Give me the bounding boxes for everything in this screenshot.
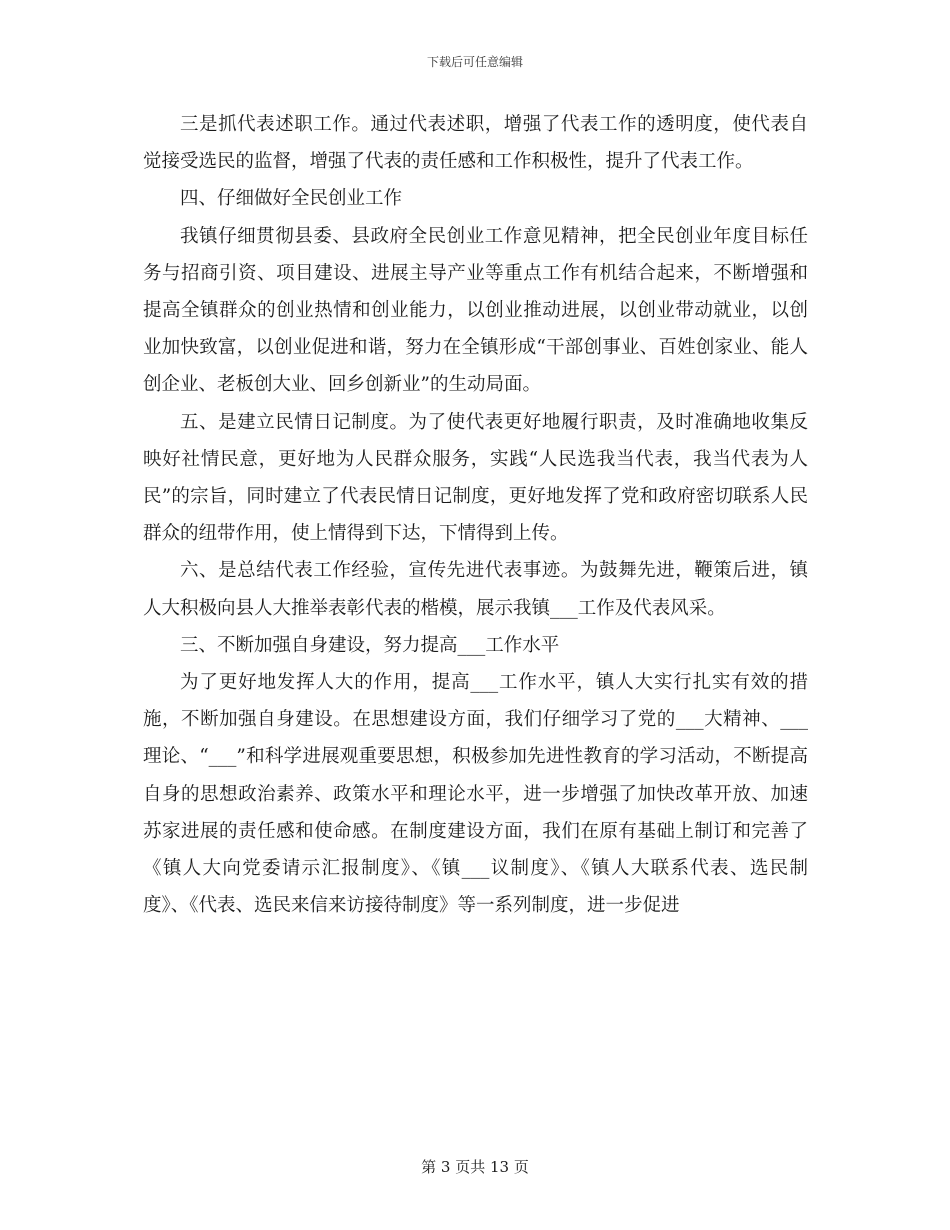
paragraph: 三是抓代表述职工作。通过代表述职，增强了代表工作的透明度，使代表自觉接受选民的监督，增强了代表的责任感和工作积极性，提升了代表工作。	[143, 114, 808, 173]
section-heading: 四、仔细做好全民创业工作	[180, 188, 403, 210]
paragraph: 五、是建立民情日记制度。为了使代表更好地履行职责，及时准确地收集反映好社情民意，更好地为人民群众服务，实践“人民选我当代表，我当代表为人民”的宗旨，同时建立了代表民情日记制度，更好地发挥了党和政府密切联系人民群众的纽带作用，使上情得到下达，下情得到上传。	[143, 411, 808, 545]
document-body	[143, 106, 808, 924]
paragraph: 为了更好地发挥人大的作用，提高___工作水平，镇人大实行扎实有效的措施，不断加强自身建设。在思想建设方面，我们仔细学习了党的___大精神、___理论、“___”和科学进展观重要思想，积极参加先进性教育的学习活动，不断提高自身的思想政治素养、政策水平和理论水平，进一步增强了加快改革开放、加速苏家进展的责任感和使命感。在制度建设方面，我们在原有基础上制订和完善了《镇人大向党委请示汇报制度》、《镇___议制度》、《镇人大联系代表、选民制度》、《代表、选民来信来访接待制度》等一系列制度，进一步促进	[143, 672, 808, 917]
page-number: 第 3 页共 13 页	[421, 1158, 529, 1176]
paragraph: 我镇仔细贯彻县委、县政府全民创业工作意见精神，把全民创业年度目标任务与招商引资、项目建设、进展主导产业等重点工作有机结合起来，不断增强和提高全镇群众的创业热情和创业能力，以创业推动进展，以创业带动就业，以创业加快致富，以创业促进和谐，努力在全镇形成“干部创事业、百姓创家业、能人创企业、老板创大业、回乡创新业”的生动局面。	[143, 225, 808, 396]
section-heading: 三、不断加强自身建设，努力提高___工作水平	[180, 634, 560, 656]
page-header: 下载后可任意编辑	[426, 55, 523, 69]
paragraph: 六、是总结代表工作经验，宣传先进代表事迹。为鼓舞先进，鞭策后进，镇人大积极向县人大推举表彰代表的楷模，展示我镇___工作及代表风采。	[143, 560, 808, 619]
